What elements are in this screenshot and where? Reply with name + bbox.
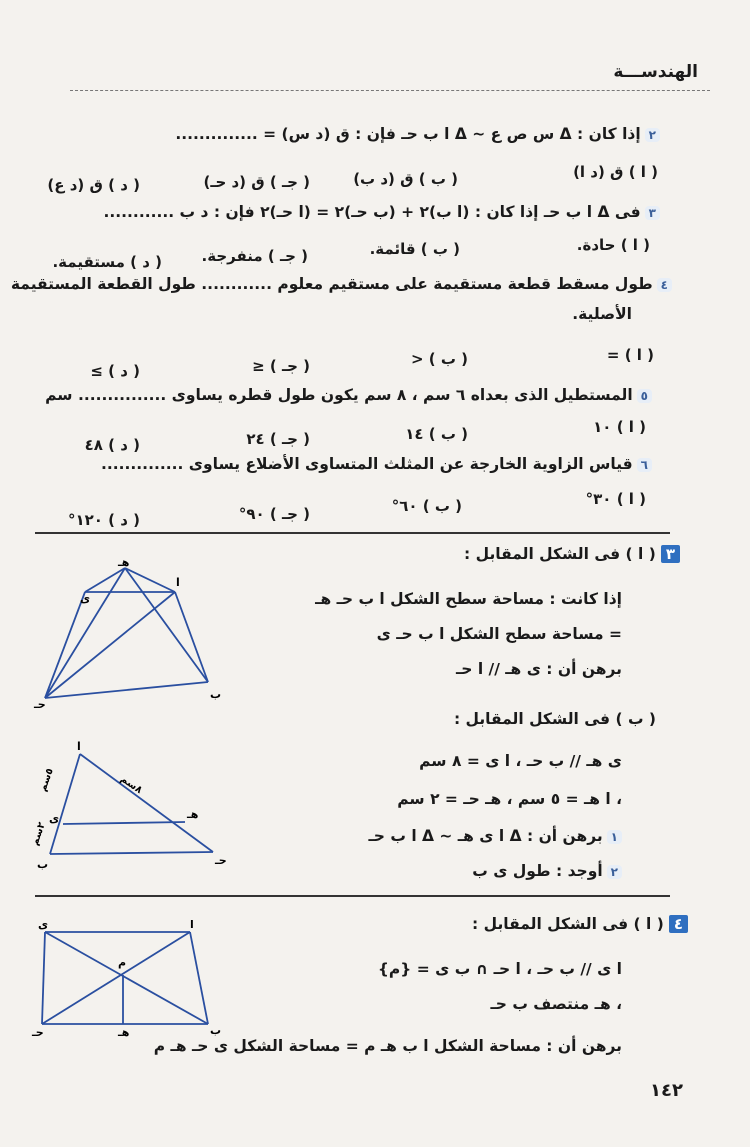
fig-line [45, 932, 208, 1024]
section4-a-line-3: برهن أن : مساحة الشكل ا ب هـ م = مساحة الشكل ى حـ هـ م [153, 1037, 622, 1055]
section-divider [35, 532, 670, 534]
fig-label-d: ى [38, 920, 49, 931]
mcq-6-option-d[interactable]: ( د ) ١٢٠° [67, 511, 140, 529]
section4-a-line-1: ا ى // ب حـ ، ا حـ ∩ ب ى = {م} [377, 960, 622, 978]
fig-line [190, 932, 208, 1024]
fig-label-m: م [118, 956, 127, 969]
mcq-5-option-d[interactable]: ( د ) ٤٨ [84, 436, 140, 454]
fig-label-a: ا [190, 920, 194, 931]
mcq-question-4: ٤طول مسقط قطعة مستقيمة على مستقيم معلوم ............ طول القطعة المستقيمة [11, 275, 672, 293]
section-number-badge: ٣ [661, 545, 680, 563]
page-header-title: الهندســـة [613, 62, 698, 82]
section4-a-line-2: ، هـ منتصف ب حـ [490, 995, 622, 1013]
section3-part-b-label: ( ب ) فى الشكل المقابل : [453, 710, 656, 728]
question-number: ٦ [637, 458, 652, 472]
mcq-question-4-continuation: الأصلية. [572, 305, 632, 323]
section3-a-line-1: إذا كانت : مساحة سطح الشكل ا ب حـ هـ [315, 590, 622, 608]
mcq-question-6: ٦قياس الزاوية الخارجة عن المثلث المتساوى الأضلاع يساوى .............. [101, 455, 652, 473]
mcq-3-option-a[interactable]: ( ا ) حادة. [576, 236, 650, 254]
mcq-4-option-b[interactable]: ( ب ) < [410, 350, 468, 368]
question-number: ٥ [637, 389, 652, 403]
fig-label-d: ى [80, 592, 91, 605]
mcq-2-option-a[interactable]: ( ا ) ق (د ا) [573, 163, 658, 181]
question-number: ٤ [657, 278, 672, 292]
fig-label-e: هـ [187, 808, 199, 821]
section3-b-line-2: ، ا هـ = ٥ سم ، هـ حـ = ٢ سم [397, 790, 622, 808]
page-number: ١٤٢ [650, 1080, 683, 1101]
mcq-6-option-b[interactable]: ( ب ) ٦٠° [391, 497, 462, 515]
fig-length-ec: ٢سم [29, 820, 48, 848]
header-divider [70, 90, 710, 91]
section3-b-line-1: ى هـ // ب حـ ، ا ى = ٨ سم [419, 752, 622, 770]
mcq-3-option-d[interactable]: ( د ) مستقيمة. [52, 253, 162, 271]
figure-quadrilateral-trapezoid [30, 560, 230, 710]
mcq-2-option-b[interactable]: ( ب ) ق (د ب) [353, 170, 458, 188]
section3-a-line-2: = مساحة سطح الشكل ا ب حـ ى [376, 625, 622, 643]
section3-b-prove: ١برهن أن : Δ ا ى هـ ~ Δ ا ب حـ [368, 827, 622, 845]
mcq-6-option-a[interactable]: ( ا ) ٣٠° [585, 490, 646, 508]
fig-label-e: هـ [118, 1026, 130, 1039]
fig-line [42, 932, 190, 1024]
fig-label-b: ب [210, 688, 222, 701]
mcq-5-option-c[interactable]: ( جـ ) ٢٤ [246, 430, 310, 448]
mcq-question-5: ٥المستطيل الذى بعداه ٦ سم ، ٨ سم يكون طول قطره يساوى ............... سم [45, 386, 652, 404]
mcq-5-option-a[interactable]: ( ا ) ١٠ [593, 418, 646, 436]
mcq-4-option-c[interactable]: ( جـ ) ≤ [252, 357, 310, 375]
section4-part-a-label: ٤( ا ) فى الشكل المقابل : [472, 915, 688, 933]
mcq-question-2: ٢إذا كان : Δ س ص ع ~ Δ ا ب حـ فإن : ق (د س) = .............. [175, 125, 660, 143]
mcq-2-option-c[interactable]: ( جـ ) ق (د حـ) [203, 173, 310, 191]
section-divider [35, 895, 670, 897]
fig-line [175, 592, 208, 682]
fig-label-c: حـ [32, 1026, 44, 1039]
figure-triangle-parallel [25, 740, 235, 880]
fig-line [80, 754, 213, 852]
fig-line [50, 754, 80, 854]
fig-line [45, 682, 208, 698]
question-number: ٢ [645, 128, 660, 142]
section3-a-line-3: برهن أن : ى هـ // ا حـ [455, 660, 622, 678]
fig-line [42, 932, 45, 1024]
step-number: ٢ [607, 865, 622, 879]
mcq-5-option-b[interactable]: ( ب ) ١٤ [405, 425, 468, 443]
fig-label-d: ى [49, 812, 60, 825]
question-number: ٣ [645, 206, 660, 220]
fig-length-ad: ٨سم [118, 773, 145, 797]
fig-label-top: هـ [118, 560, 130, 569]
fig-line [50, 852, 213, 854]
mcq-4-option-a[interactable]: ( ا ) = [606, 346, 654, 364]
fig-label-c: حـ [34, 698, 46, 710]
fig-label-a: ا [77, 740, 81, 753]
fig-line [63, 822, 185, 824]
fig-label-c: حـ [215, 854, 227, 867]
section3-part-a-label: ٣( ا ) فى الشكل المقابل : [464, 545, 680, 563]
mcq-6-option-c[interactable]: ( جـ ) ٩٠° [238, 505, 310, 523]
section3-b-find: ٢أوجد : طول ى ب [472, 862, 622, 880]
figure-trapezoid-diagonals [30, 920, 230, 1040]
mcq-3-option-b[interactable]: ( ب ) قائمة. [369, 240, 460, 258]
mcq-question-3: ٣فى Δ ا ب حـ إذا كان : (ا ب)٢ + (ب حـ)٢ = (ا حـ)٢ فإن : د ب ............ [103, 203, 660, 221]
fig-line [85, 568, 125, 592]
mcq-3-option-c[interactable]: ( جـ ) منفرجة. [201, 247, 308, 265]
mcq-2-option-d[interactable]: ( د ) ق (د ع) [47, 176, 140, 194]
fig-label-b: ب [210, 1024, 222, 1037]
fig-length-ae: ٥سم [37, 766, 56, 794]
fig-line [125, 568, 175, 592]
section-number-badge: ٤ [669, 915, 688, 933]
step-number: ١ [607, 830, 622, 844]
fig-line [45, 568, 125, 698]
fig-label-a: ا [176, 576, 180, 589]
fig-line [125, 568, 208, 682]
mcq-4-option-d[interactable]: ( د ) ≥ [90, 362, 140, 380]
fig-label-b: ب [37, 858, 49, 871]
